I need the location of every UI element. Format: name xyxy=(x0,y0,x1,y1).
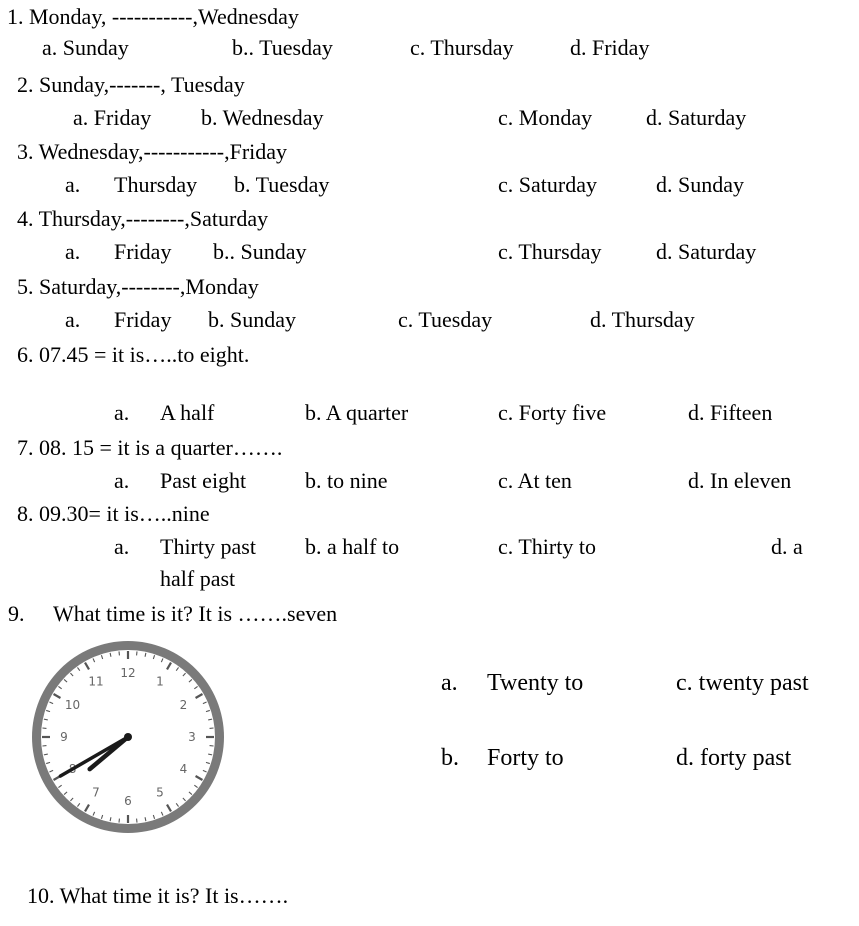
clock-numeral-11: 11 xyxy=(88,674,104,689)
question-8-option-a: Thirty past xyxy=(160,534,256,559)
question-5-option-a: Friday xyxy=(114,307,172,332)
question-3-option-c: c. Saturday xyxy=(498,172,597,197)
question-8-option-c: c. Thirty to xyxy=(498,534,596,559)
question-3-option-a-letter: a. xyxy=(65,172,81,197)
question-1-option-a: a. Sunday xyxy=(42,35,129,60)
question-2-option-c: c. Monday xyxy=(498,105,593,130)
question-7-option-d: d. In eleven xyxy=(688,468,792,493)
question-9-option-a: Twenty to xyxy=(487,670,584,696)
question-5-option-c: c. Tuesday xyxy=(398,307,493,332)
question-7-stem: 7. 08. 15 = it is a quarter……. xyxy=(17,435,283,460)
question-5-option-b: b. Sunday xyxy=(208,307,296,332)
question-8-option-d: d. a xyxy=(771,534,803,559)
clock-numeral-2: 2 xyxy=(179,698,188,712)
question-2-option-d: d. Saturday xyxy=(646,105,747,130)
question-2-stem: 2. Sunday,-------, Tuesday xyxy=(17,72,245,97)
clock-numeral-3: 3 xyxy=(188,730,196,744)
question-2-option-a: a. Friday xyxy=(73,105,152,130)
question-6-option-c: c. Forty five xyxy=(498,400,607,425)
question-9-option-c: c. twenty past xyxy=(676,670,809,696)
clock-numeral-12: 12 xyxy=(120,666,136,680)
clock-numeral-6: 6 xyxy=(124,794,132,808)
question-1-option-b: b.. Tuesday xyxy=(232,35,333,60)
clock-image xyxy=(28,637,228,837)
question-9-number: 9. xyxy=(8,601,25,626)
question-3-option-d: d. Sunday xyxy=(656,172,744,197)
question-9-option-a-letter: a. xyxy=(441,670,458,696)
clock-numeral-1: 1 xyxy=(156,674,164,689)
question-3-stem: 3. Wednesday,-----------,Friday xyxy=(17,139,288,164)
clock-numeral-4: 4 xyxy=(179,762,188,776)
question-6-option-a: A half xyxy=(160,400,215,425)
question-3-option-b: b. Tuesday xyxy=(234,172,330,197)
question-10-stem: 10. What time it is? It is……. xyxy=(27,883,289,908)
question-6-option-a-letter: a. xyxy=(114,400,130,425)
question-7-option-b: b. to nine xyxy=(305,468,388,493)
question-7-option-a: Past eight xyxy=(160,468,247,493)
question-6-option-b: b. A quarter xyxy=(305,400,409,425)
question-7-option-c: c. At ten xyxy=(498,468,572,493)
question-1-option-c: c. Thursday xyxy=(410,35,514,60)
question-8-option-b: b. a half to xyxy=(305,534,400,559)
question-4-option-c: c. Thursday xyxy=(498,239,602,264)
clock-center-pin xyxy=(124,733,132,741)
question-5-stem: 5. Saturday,--------,Monday xyxy=(17,274,259,299)
clock-numeral-10: 10 xyxy=(64,698,81,712)
question-7-option-a-letter: a. xyxy=(114,468,130,493)
question-4-option-d: d. Saturday xyxy=(656,239,757,264)
question-4-option-a: Friday xyxy=(114,239,172,264)
question-2-option-b: b. Wednesday xyxy=(201,105,324,130)
question-4-option-a-letter: a. xyxy=(65,239,81,264)
question-5-option-d: d. Thursday xyxy=(590,307,695,332)
question-6-stem: 6. 07.45 = it is…..to eight. xyxy=(17,342,250,367)
question-9-stem: What time is it? It is …….seven xyxy=(53,601,338,626)
question-8-option-a-letter: a. xyxy=(114,534,130,559)
question-6-option-d: d. Fifteen xyxy=(688,400,773,425)
question-4-stem: 4. Thursday,--------,Saturday xyxy=(17,206,269,231)
question-5-option-a-letter: a. xyxy=(65,307,81,332)
question-9-option-b-letter: b. xyxy=(441,745,459,771)
clock-numeral-9: 9 xyxy=(60,730,68,744)
question-9-option-b: Forty to xyxy=(487,745,564,771)
clock-numeral-7: 7 xyxy=(92,785,100,800)
clock-numeral-5: 5 xyxy=(156,785,164,800)
question-1-option-d: d. Friday xyxy=(570,35,650,60)
question-4-option-b: b.. Sunday xyxy=(213,239,307,264)
question-8-stem: 8. 09.30= it is…..nine xyxy=(17,501,210,526)
question-8-option-d-continued: half past xyxy=(160,566,236,591)
question-1-stem: 1. Monday, -----------,Wednesday xyxy=(7,4,299,29)
question-9-option-d: d. forty past xyxy=(676,745,792,771)
question-3-option-a: Thursday xyxy=(114,172,198,197)
